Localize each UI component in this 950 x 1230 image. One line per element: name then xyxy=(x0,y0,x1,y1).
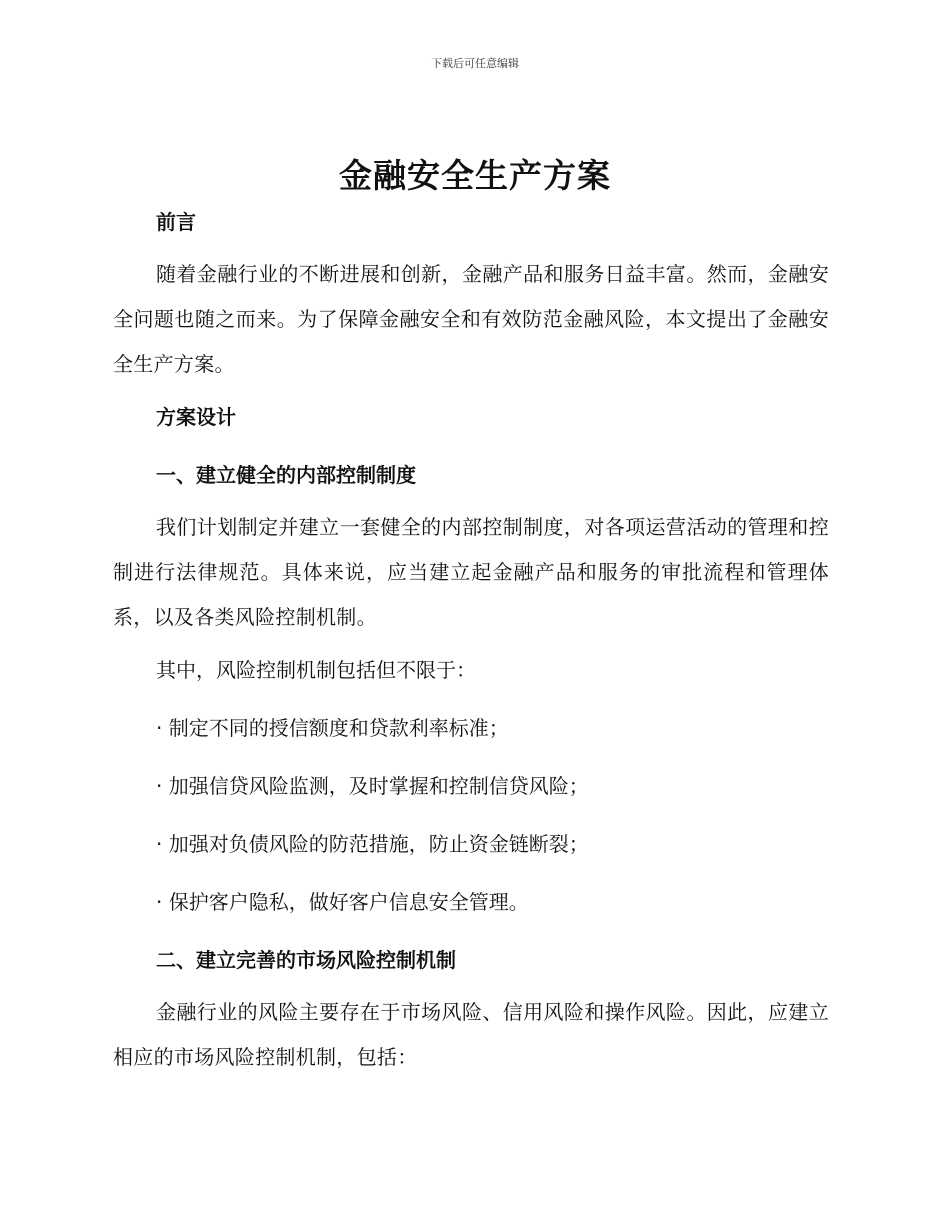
list-item: · 加强对负债风险的防范措施，防止资金链断裂； xyxy=(156,832,589,856)
list-item: · 制定不同的授信额度和贷款利率标准； xyxy=(156,716,509,740)
section-1-heading: 一、建立健全的内部控制制度 xyxy=(156,463,416,487)
document-title: 金融安全生产方案 xyxy=(339,156,611,195)
section-1-intro: 其中，风险控制机制包括但不限于： xyxy=(156,658,476,682)
document-body xyxy=(113,203,829,1080)
preface-paragraph: 随着金融行业的不断进展和创新，金融产品和服务日益丰富。然而，金融安全问题也随之而来。为了保障金融安全和有效防范金融风险，本文提出了金融安全生产方案。 xyxy=(113,262,829,376)
list-item: · 加强信贷风险监测，及时掌握和控制信贷风险； xyxy=(156,774,589,798)
preface-heading: 前言 xyxy=(156,210,196,234)
header-note: 下载后可任意编辑 xyxy=(431,57,519,70)
section-1-paragraph: 我们计划制定并建立一套健全的内部控制制度，对各项运营活动的管理和控制进行法律规范。具体来说，应当建立起金融产品和服务的审批流程和管理体系，以及各类风险控制机制。 xyxy=(113,515,829,629)
section-2-paragraph: 金融行业的风险主要存在于市场风险、信用风险和操作风险。因此，应建立相应的市场风险控制机制，包括： xyxy=(113,1000,829,1069)
list-item: · 保护客户隐私，做好客户信息安全管理。 xyxy=(156,890,529,914)
design-heading: 方案设计 xyxy=(156,405,236,429)
section-2-heading: 二、建立完善的市场风险控制机制 xyxy=(156,948,456,972)
